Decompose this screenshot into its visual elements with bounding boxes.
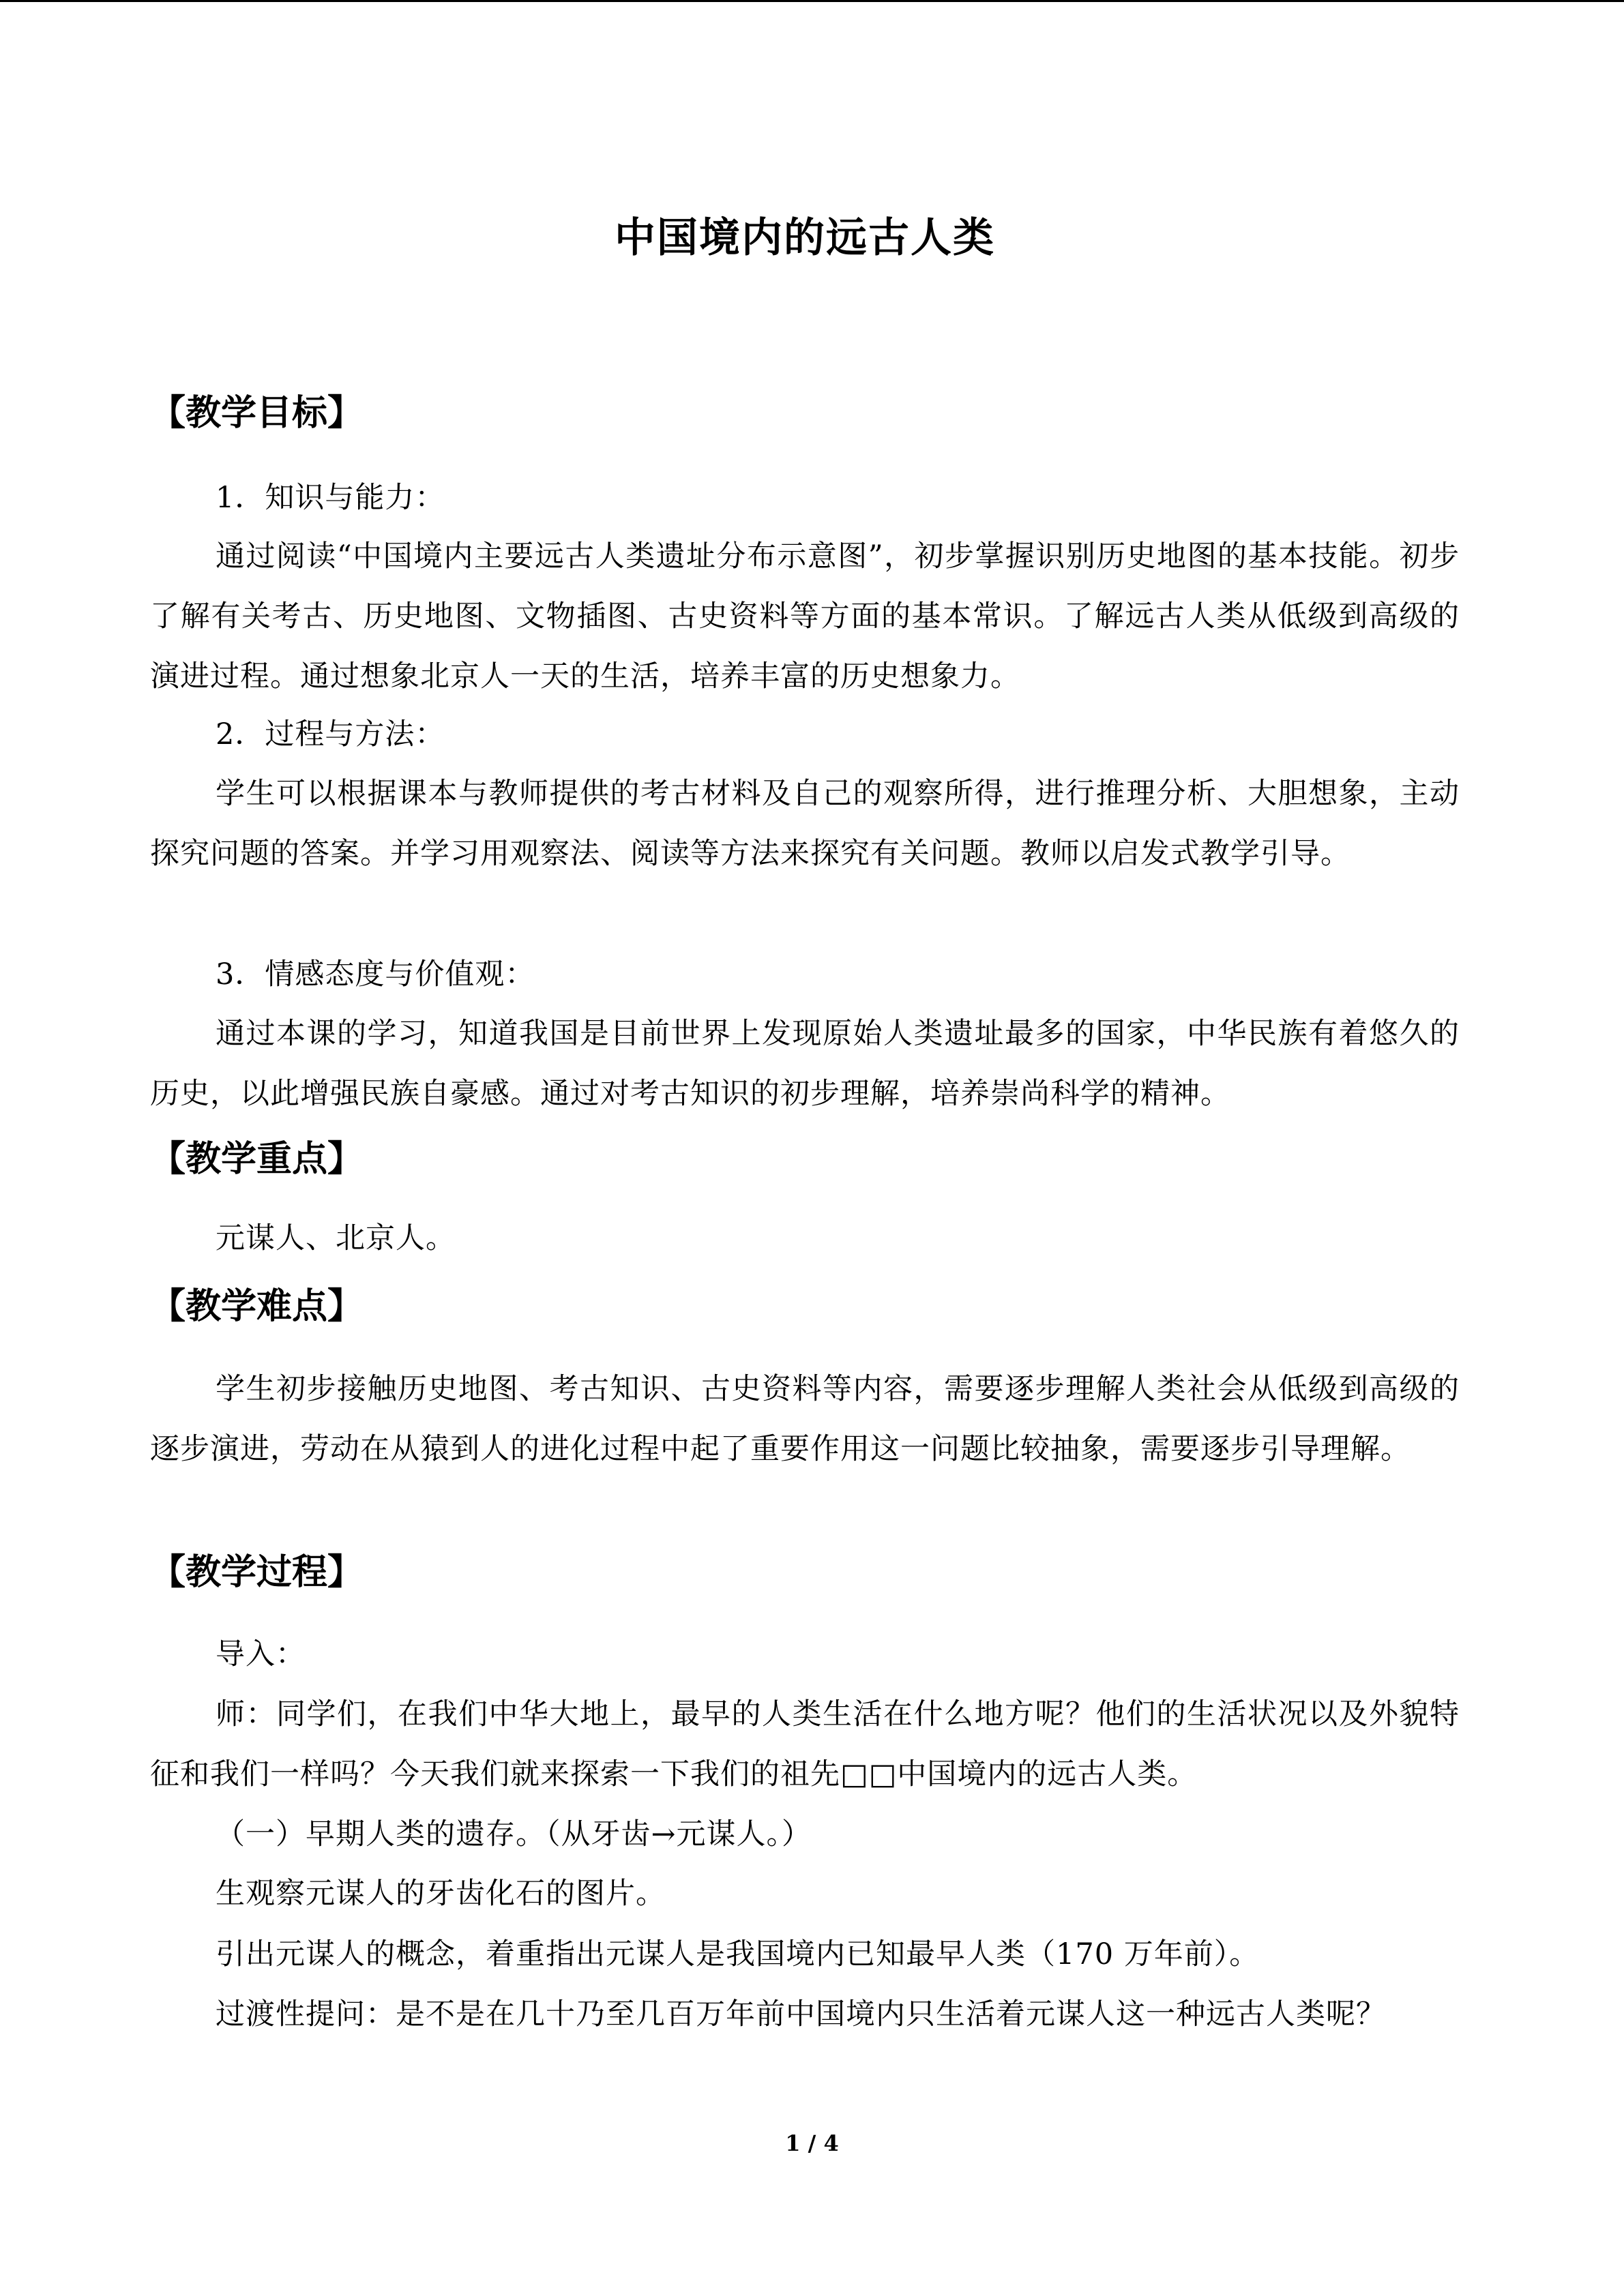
- objective-1-text: 通过阅读“中国境内主要远古人类遗址分布示意图”，初步掌握识别历史地图的基本技能。初步了解有关考古、历史地图、文物插图、古史资料等方面的基本常识。了解远古人类从低级到高级的演进过程。通过想象北京人一天的生活，培养丰富的历史想象力。: [150, 539, 1460, 694]
- section-heading-difficulties: 【教学难点】: [150, 1286, 364, 1327]
- difficulties-text: 学生初步接触历史地图、考古知识、古史资料等内容，需要逐步理解人类社会从低级到高级的逐步演进，劳动在从猿到人的进化过程中起了重要作用这一问题比较抽象，需要逐步引导理解。: [150, 1372, 1460, 1466]
- section-heading-key-points: 【教学重点】: [150, 1139, 364, 1180]
- page-number: 1 / 4: [785, 2130, 839, 2156]
- objective-2-text: 学生可以根据课本与教师提供的考古材料及自己的观察所得，进行推理分析、大胆想象，主动探究问题的答案。并学习用观察法、阅读等方法来探究有关问题。教师以启发式教学引导。: [150, 777, 1460, 871]
- process-teacher-text: 师：同学们，在我们中华大地上，最早的人类生活在什么地方呢？他们的生活状况以及外貌特征和我们一样吗？今天我们就来探索一下我们的祖先□□中国境内的远古人类。: [150, 1697, 1460, 1791]
- section-heading-objectives: 【教学目标】: [150, 393, 364, 434]
- process-part-1-title: （一）早期人类的遗存。（从牙齿→元谋人。）: [216, 1817, 812, 1851]
- process-intro-label: 导入：: [216, 1637, 306, 1671]
- document-title: 中国境内的远古人类: [615, 214, 995, 262]
- process-question-text: 过渡性提问：是不是在几十乃至几百万年前中国境内只生活着元谋人这一种远古人类呢？: [216, 1997, 1386, 2031]
- process-observe-text: 生观察元谋人的牙齿化石的图片。: [216, 1877, 666, 1911]
- key-points-text: 元谋人、北京人。: [216, 1221, 456, 1255]
- process-concept-text: 引出元谋人的概念，着重指出元谋人是我国境内已知最早人类（170 万年前）。: [216, 1937, 1260, 1971]
- top-border-line: [0, 0, 1624, 2]
- objective-3-text: 通过本课的学习，知道我国是目前世界上发现原始人类遗址最多的国家，中华民族有着悠久的历史，以此增强民族自豪感。通过对考古知识的初步理解，培养崇尚科学的精神。: [150, 1017, 1460, 1111]
- objective-2-label: 2．过程与方法：: [216, 717, 445, 751]
- objective-1-label: 1．知识与能力：: [216, 481, 445, 515]
- section-heading-process: 【教学过程】: [150, 1552, 364, 1593]
- objective-3-label: 3．情感态度与价值观：: [216, 957, 535, 992]
